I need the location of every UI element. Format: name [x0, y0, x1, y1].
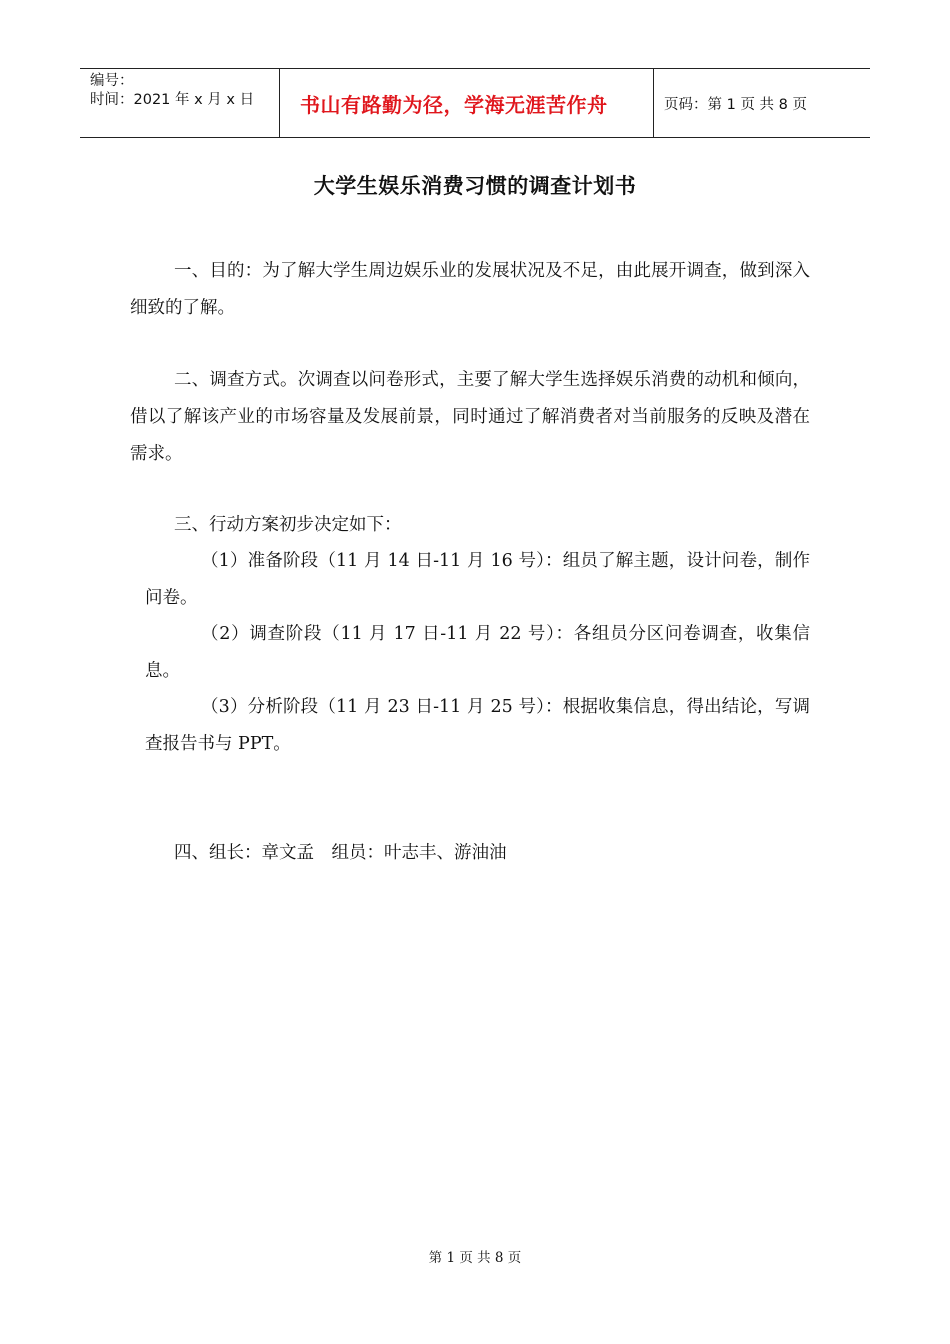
plan-item-preparation: （1）准备阶段（11 月 14 日-11 月 16 号）：组员了解主题，设计问卷，制作问卷。: [145, 551, 810, 608]
header-page-cell: [654, 69, 870, 137]
header-page-info: 页码：第 1 页 共 8 页: [664, 96, 807, 113]
section-members: 四、组长：章文孟 组员：叶志丰、游油油: [174, 843, 507, 863]
section-method: 二、调查方式。次调查以问卷形式，主要了解大学生选择娱乐消费的动机和倾向，借以了解该产业的市场容量及发展前景，同时通过了解消费者对当前服务的反映及潜在需求。: [130, 370, 810, 464]
page-header: [80, 68, 870, 138]
document-time-label: 时间：2021 年 x 月 x 日: [90, 92, 255, 108]
document-title: 大学生娱乐消费习惯的调查计划书: [313, 174, 637, 198]
document-number-label: 编号：: [90, 73, 134, 89]
header-meta-cell: [80, 69, 280, 137]
section-purpose: 一、目的：为了解大学生周边娱乐业的发展状况及不足，由此展开调查，做到深入细致的了解。: [130, 261, 810, 318]
plan-item-analysis: （3）分析阶段（11 月 23 日-11 月 25 号）：根据收集信息，得出结论，写调查报告书与 PPT。: [145, 697, 810, 754]
page-footer: 第 1 页 共 8 页: [428, 1250, 522, 1266]
section-plan-heading: 三、行动方案初步决定如下：: [174, 515, 402, 535]
header-motto: 书山有路勤为径，学海无涯苦作舟: [300, 92, 608, 117]
header-motto-cell: [280, 69, 654, 137]
plan-item-survey: （2）调查阶段（11 月 17 日-11 月 22 号）：各组员分区问卷调查，收集信息。: [145, 624, 810, 681]
